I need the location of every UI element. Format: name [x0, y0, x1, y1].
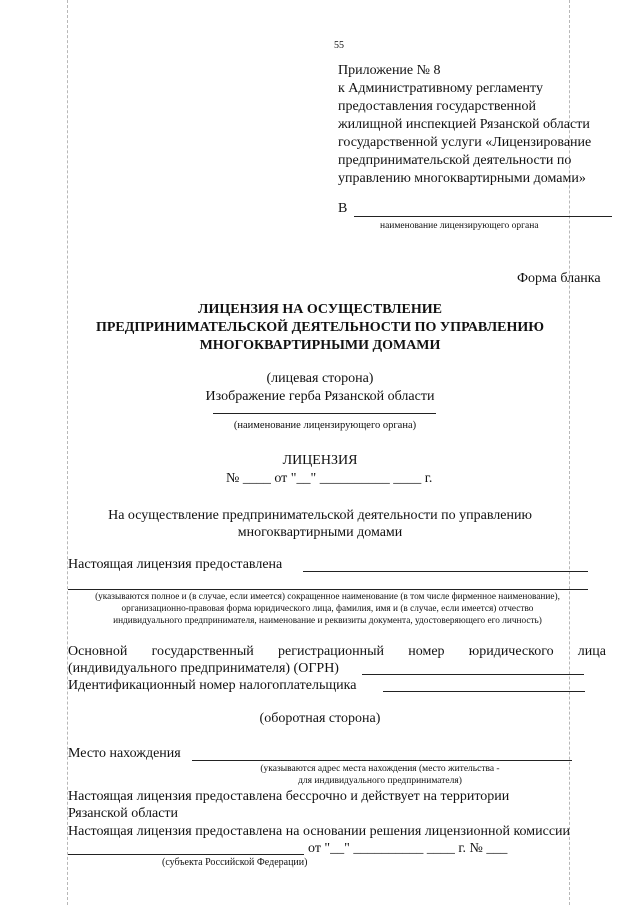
appendix-line: к Административному регламенту	[338, 81, 543, 96]
appendix-line: государственной услуги «Лицензирование	[338, 135, 592, 150]
granted-caption	[60, 591, 595, 627]
authority-field-line	[354, 216, 612, 217]
license-number-line: № ____ от "__" __________ ____ г.	[226, 471, 433, 486]
granted-caption-line: организационно-правовая форма юридического лица, фамилия, имя и (в случае, если имеется) отчество	[121, 604, 534, 614]
ogrn-field-line	[362, 674, 584, 675]
license-heading: ЛИЦЕНЗИЯ	[282, 453, 358, 468]
granted-caption-line: (указываются полное и (в случае, если имеется) сокращенное наименование (в том числе фирменное наименование),	[95, 592, 560, 602]
coat-of-arms-caption: Изображение герба Рязанской области	[205, 389, 435, 404]
location-label: Место нахождения	[68, 746, 181, 761]
granted-label: Настоящая лицензия предоставлена	[68, 557, 283, 572]
to-prefix: В	[338, 201, 348, 216]
granted-caption-line: индивидуального предпринимателя, наименование и реквизиты документа, удостоверяющего его личность)	[113, 616, 542, 626]
term-line: Рязанской области	[68, 806, 179, 821]
page-number: 55	[334, 40, 344, 51]
subject-field-line	[68, 854, 304, 855]
subject-caption: (субъекта Российской Федерации)	[162, 857, 308, 868]
basis-line: Настоящая лицензия предоставлена на основании решения лицензионной комиссии	[68, 824, 571, 839]
basis-date-line: от "__" __________ ____ г. № ___	[308, 841, 508, 856]
inn-field-line	[383, 691, 585, 692]
ogrn-line-2: (индивидуального предпринимателя) (ОГРН)	[68, 661, 339, 676]
inn-label: Идентификационный номер налогоплательщика	[68, 678, 357, 693]
granted-field-line-2	[68, 589, 588, 590]
term-line: Настоящая лицензия предоставлена бессрочно и действует на территории	[68, 789, 510, 804]
back-side-label: (оборотная сторона)	[259, 711, 381, 726]
title-line: ЛИЦЕНЗИЯ НА ОСУЩЕСТВЛЕНИЕ	[198, 302, 442, 317]
title-line: ПРЕДПРИНИМАТЕЛЬСКОЙ ДЕЯТЕЛЬНОСТИ ПО УПРАВЛЕНИЮ	[95, 320, 545, 335]
authority-caption: наименование лицензирующего органа	[380, 221, 539, 231]
appendix-line: жилищной инспекцией Рязанской области	[338, 117, 590, 132]
appendix-block	[338, 62, 591, 188]
appendix-line: предоставления государственной	[338, 99, 537, 114]
location-field-line	[192, 760, 572, 761]
appendix-line: предпринимательской деятельности по	[338, 153, 572, 168]
location-caption-line: для индивидуального предпринимателя)	[298, 776, 462, 786]
granted-field-line	[303, 571, 588, 572]
appendix-line: Приложение № 8	[338, 63, 441, 78]
ogrn-line: Основной государственный регистрационный номер юридического лица	[68, 644, 606, 659]
front-side-label: (лицевая сторона)	[266, 371, 374, 386]
form-label: Форма бланка	[517, 271, 601, 286]
title-line: МНОГОКВАРТИРНЫМИ ДОМАМИ	[199, 338, 441, 353]
location-caption-line: (указываются адрес места нахождения (место жительства -	[260, 764, 500, 774]
authority-name-line	[213, 413, 436, 414]
activity-line: многоквартирными домами	[237, 525, 403, 540]
authority-name-caption: (наименование лицензирующего органа)	[233, 420, 417, 431]
document-title	[60, 301, 580, 355]
appendix-line: управлению многоквартирными домами»	[338, 171, 586, 186]
activity-line: На осуществление предпринимательской деятельности по управлению	[108, 508, 532, 523]
